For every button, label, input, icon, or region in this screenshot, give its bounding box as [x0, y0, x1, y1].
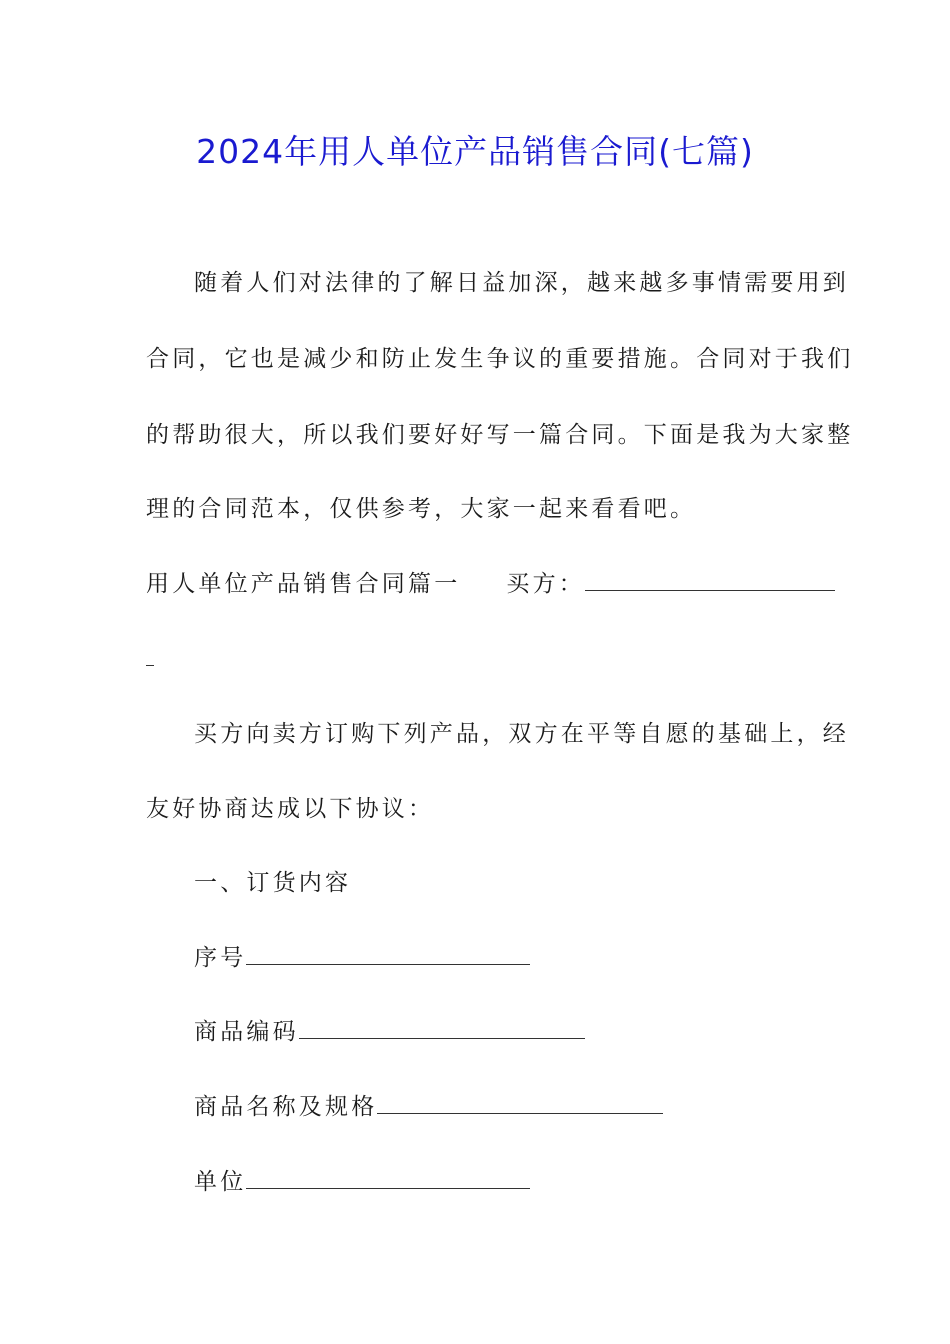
field-unit-blank[interactable]: [246, 1170, 530, 1189]
document-title: 2024年用人单位产品销售合同(七篇): [196, 132, 754, 171]
field-name-spec-row: [194, 1092, 874, 1122]
field-code-label: 商品编码: [194, 1019, 299, 1045]
field-name-spec-label: 商品名称及规格: [194, 1094, 378, 1120]
buyer-blank-continuation: [146, 644, 826, 674]
field-code-blank[interactable]: [299, 1020, 585, 1039]
contract-heading-row: [146, 569, 826, 599]
field-serial-blank[interactable]: [246, 946, 530, 965]
buyer-blank-tail: [146, 647, 154, 666]
buyer-label: 买方：: [506, 571, 586, 597]
field-unit-row: [194, 1167, 874, 1197]
para-line-2: 友好协商达成以下协议：: [146, 796, 435, 822]
contract-heading: 用人单位产品销售合同篇一: [146, 571, 461, 597]
field-serial-label: 序号: [194, 945, 247, 971]
field-name-spec-blank[interactable]: [377, 1095, 663, 1114]
field-code-row: [194, 1017, 874, 1047]
intro-line-2: 合同，它也是减少和防止发生争议的重要措施。合同对于我们: [146, 346, 854, 372]
section-order-content: 一、订货内容: [194, 870, 352, 896]
para-line-1: 买方向卖方订购下列产品，双方在平等自愿的基础上，经: [194, 721, 849, 747]
field-unit-label: 单位: [194, 1169, 247, 1195]
field-serial-row: [194, 943, 874, 973]
buyer-blank[interactable]: [585, 572, 835, 591]
intro-line-1: 随着人们对法律的了解日益加深，越来越多事情需要用到: [194, 270, 849, 296]
intro-line-3: 的帮助很大，所以我们要好好写一篇合同。下面是我为大家整: [146, 422, 854, 448]
intro-line-4: 理的合同范本，仅供参考，大家一起来看看吧。: [146, 496, 697, 522]
